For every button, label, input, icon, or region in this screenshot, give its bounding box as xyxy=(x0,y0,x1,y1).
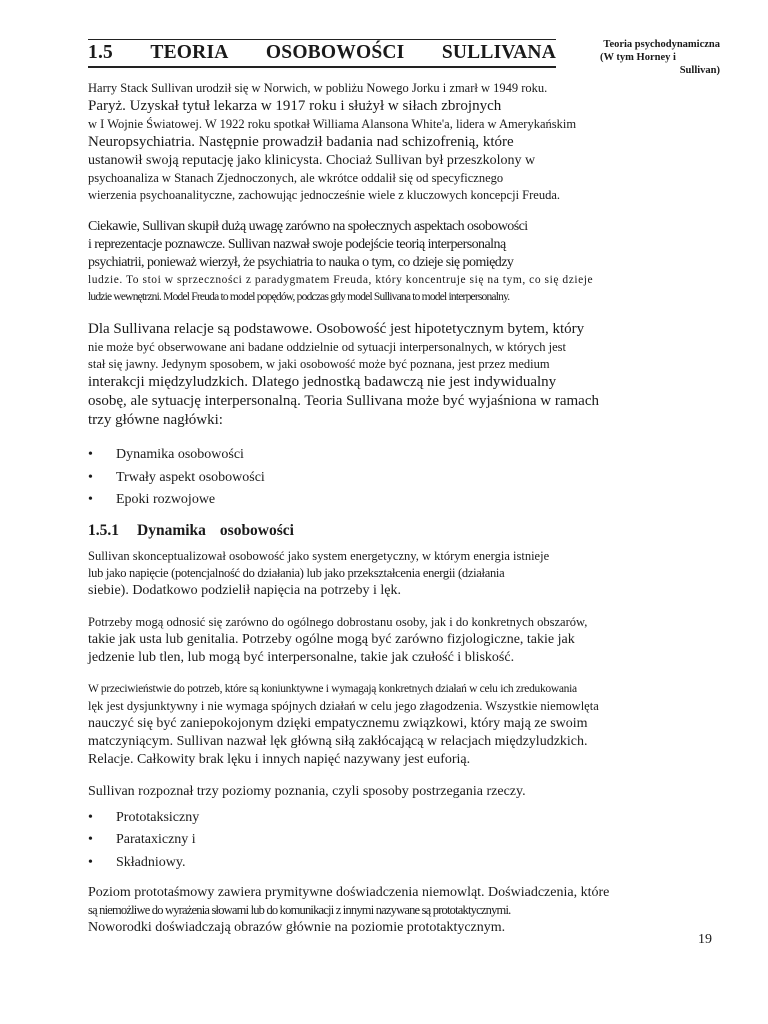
subsection-number: 1.5.1 xyxy=(88,521,119,539)
paragraph-interpersonal xyxy=(88,218,618,306)
text-line: Potrzeby mogą odnosić się zarówno do ogólnego dobrostanu osoby, jak i do konkretnych obszarów, xyxy=(88,614,588,629)
list-item: • Składniowy. xyxy=(88,852,618,875)
text-line: lęk jest dysjunktywny i nie wymaga spójnych działań w celu jego złagodzenia. Wszystkie niemowlęta xyxy=(88,698,599,713)
paragraph-relations xyxy=(88,320,618,430)
text-line: Ciekawie, Sullivan skupił dużą uwagę zarówno na społecznych aspektach osobowości xyxy=(88,219,528,234)
text-line: stał się jawny. Jedynym sposobem, w jaki osobowość może być poznana, jest przez medium xyxy=(88,357,550,371)
running-header-line: (W tym Horney i xyxy=(600,52,676,63)
text-line: jedzenie lub tlen, lub mogą być interpersonalne, takie jak czułość i bliskość. xyxy=(88,649,515,665)
text-line: Harry Stack Sullivan urodził się w Norwich, w pobliżu Nowego Jorku i zmarł w 1949 roku. xyxy=(88,81,548,95)
title-rule-top xyxy=(88,39,556,40)
text-line: Noworodki doświadczają obrazów głównie na poziomie prototaktycznym. xyxy=(88,920,506,935)
section-number: 1.5 xyxy=(88,42,113,63)
paragraph-biography xyxy=(88,80,618,204)
text-line: nie może być obserwowane ani badane oddzielnie od sytuacji interpersonalnych, w których jest xyxy=(88,340,566,354)
title-word: SULLIVANA xyxy=(441,42,556,63)
text-line: wierzenia psychoanalityczne, zachowując jednocześnie wiele z kluczowych koncepcji Freuda. xyxy=(88,188,561,202)
body-text xyxy=(88,80,618,951)
text-line: interakcji międzyludzkich. Dlatego jednostką badawczą nie jest indywidualny xyxy=(88,374,557,390)
text-line: w I Wojnie Światowej. W 1922 roku spotkał Williama Alansona White'a, lidera w Amerykańskim xyxy=(88,117,577,131)
running-header-line: Teoria psychodynamiczna xyxy=(603,39,720,50)
paragraph-anxiety xyxy=(88,681,618,769)
list-item: • Parataxiczny i xyxy=(88,829,618,852)
running-header xyxy=(596,38,720,77)
text-line: ustanowił swoją reputację jako klinicysta. Chociaż Sullivan był przeszkolony w xyxy=(88,153,536,168)
text-line: Neuropsychiatria. Następnie prowadził badania nad schizofrenią, które xyxy=(88,134,514,150)
text-line: takie jak usta lub genitalia. Potrzeby ogólne mogą być zarówno fizjologiczne, takie jak xyxy=(88,631,575,647)
title-word: TEORIA xyxy=(150,42,229,63)
list-item: • Dynamika osobowości xyxy=(88,444,618,467)
running-header-line: Sullivan) xyxy=(679,65,720,76)
bullet-icon: • xyxy=(88,447,93,462)
text-line: matczyniącym. Sullivan nazwał lęk główną siłą zakłócającą w relacjach międzyludzkich. xyxy=(88,733,588,749)
paragraph-needs xyxy=(88,614,618,667)
text-line: i reprezentacje poznawcze. Sullivan nazwał swoje podejście teorią interpersonalną xyxy=(88,237,506,252)
text-line: nauczyć się być zaniepokojonym dzięki empatycznemu związkowi, który mają ze swoim xyxy=(88,715,588,731)
text-line: siebie). Dodatkowo podzielił napięcia na potrzeby i lęk. xyxy=(88,582,401,598)
text-line: psychiatrii, ponieważ wierzył, że psychiatria to nauka o tym, co dzieje się pomiędzy xyxy=(88,255,514,270)
bullet-icon: • xyxy=(88,854,93,870)
text-line: W przeciwieństwie do potrzeb, które są koniunktywne i wymagają konkretnych działań w celu ich zredukowania xyxy=(88,682,577,695)
paragraph-prototaxic xyxy=(88,884,618,937)
list-item: • Epoki rozwojowe xyxy=(88,489,618,512)
text-line: ludzie wewnętrzni. Model Freuda to model popędów, podczas gdy model Sullivana to model interpersonalny. xyxy=(88,291,510,303)
section-title xyxy=(88,42,556,64)
text-line: Dla Sullivana relacje są podstawowe. Osobowość jest hipotetycznym bytem, który xyxy=(88,321,585,337)
text-line: są niemożliwe do wyrażenia słowami lub do komunikacji z innymi nazywane są prototaktycznymi. xyxy=(88,903,511,917)
text-line: Sullivan skonceptualizował osobowość jako system energetyczny, w którym energia istnieje xyxy=(88,548,550,563)
bullet-icon: • xyxy=(88,809,93,825)
text-line: lub jako napięcie (potencjalność do działania) lub jako przekształcenia energii (działania xyxy=(88,565,505,580)
bullet-icon: • xyxy=(88,492,93,507)
paragraph-energy xyxy=(88,548,618,600)
bullet-icon: • xyxy=(88,469,93,485)
text-line: ludzie. To stoi w sprzeczności z paradygmatem Freuda, który koncentruje się na tym, co się dzieje xyxy=(88,274,594,286)
page-number: 19 xyxy=(698,932,712,947)
text-line: Relacje. Całkowity brak lęku i innych napięć nazywany jest euforią. xyxy=(88,751,471,767)
text-line: trzy główne nagłówki: xyxy=(88,412,223,428)
text-line: Poziom prototaśmowy zawiera prymitywne doświadczenia niemowląt. Doświadczenia, które xyxy=(88,885,610,900)
subsection-title: 1.5.1 Dynamika osobowości xyxy=(88,521,294,539)
title-word: OSOBOWOŚCI xyxy=(265,42,405,63)
text-line: psychoanaliza w Stanach Zjednoczonych, ale wkrótce oddalił się od specyficznego xyxy=(88,171,504,185)
paragraph-cognition xyxy=(88,783,618,801)
text-line: osobę, ale sytuację interpersonalną. Teoria Sullivana może być wyjaśniona w ramach xyxy=(88,393,599,409)
bullet-list-headings xyxy=(88,444,618,512)
text-line: Sullivan rozpoznał trzy poziomy poznania, czyli sposoby postrzegania rzeczy. xyxy=(88,783,526,799)
text-line: Paryż. Uzyskał tytuł lekarza w 1917 roku i służył w siłach zbrojnych xyxy=(88,98,502,114)
bullet-icon: • xyxy=(88,832,93,847)
list-item: • Trwały aspekt osobowości xyxy=(88,467,618,490)
list-item: • Prototaksiczny xyxy=(88,807,618,830)
bullet-list-levels xyxy=(88,807,618,875)
title-rule-bottom xyxy=(88,66,556,68)
